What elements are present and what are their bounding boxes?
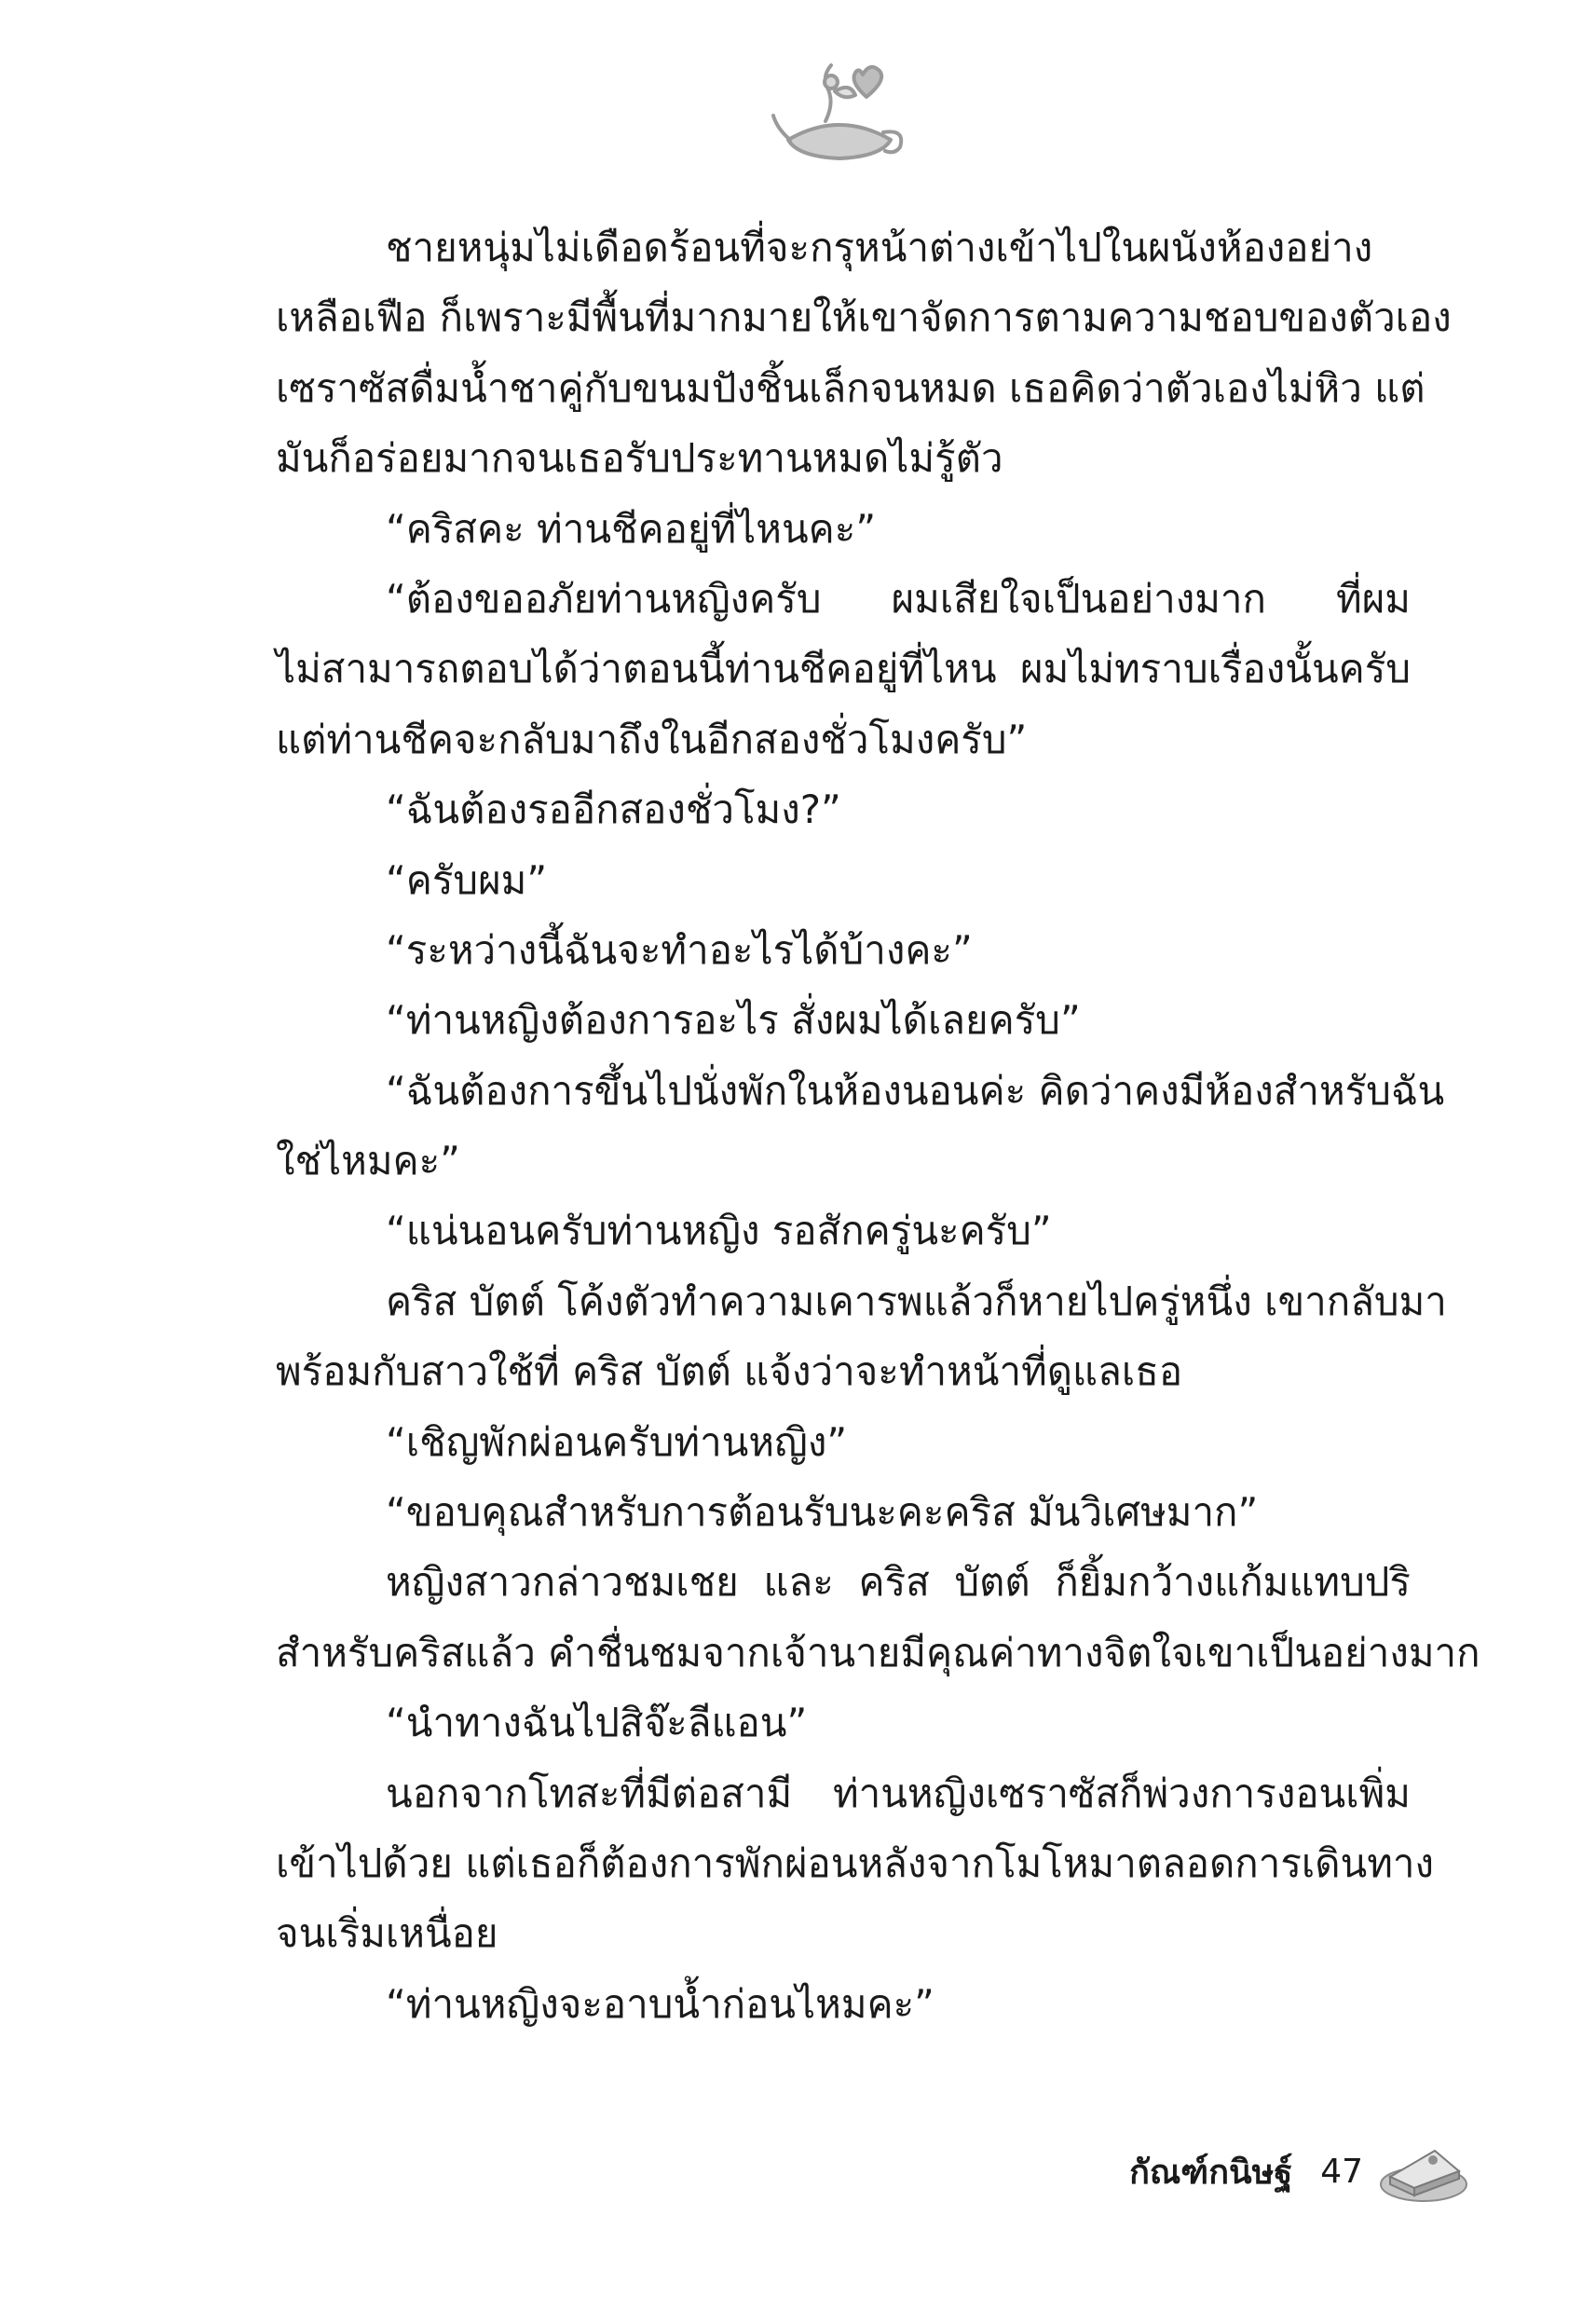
page-footer bbox=[1129, 2143, 1363, 2199]
cake-slice-icon bbox=[1377, 2130, 1470, 2205]
text-line: ใช่ไหมคะ” bbox=[276, 1138, 460, 1184]
text-line: เหลือเฟือ ก็เพราะมีพื้นที่มากมายให้เขาจัดการตามความชอบของตัวเอง bbox=[276, 294, 1452, 341]
text-line: “ครับผม” bbox=[386, 856, 548, 903]
text-line: “ท่านหญิงจะอาบน้ำก่อนไหมคะ” bbox=[386, 1980, 934, 2027]
text-line: เซราซัสดื่มน้ำชาคู่กับขนมปังชิ้นเล็กจนหมด เธอคิดว่าตัวเองไม่หิว แต่ bbox=[276, 364, 1425, 411]
text-line: ไม่สามารถตอบได้ว่าตอนนี้ท่านชีคอยู่ที่ไหน ผมไม่ทราบเรื่องนั้นครับ bbox=[276, 646, 1411, 692]
text-line: นอกจากโทสะที่มีต่อสามี ท่านหญิงเซราซัสก็พ่วงการงอนเพิ่ม bbox=[386, 1770, 1411, 1816]
book-title: กัณฑ์กนิษฐ์ bbox=[1129, 2153, 1293, 2192]
text-line: “ระหว่างนี้ฉันจะทำอะไรได้บ้างคะ” bbox=[386, 926, 973, 973]
text-line: แต่ท่านชีคจะกลับมาถึงในอีกสองชั่วโมงครับ” bbox=[276, 716, 1028, 762]
page-number: 47 bbox=[1320, 2152, 1363, 2191]
text-line: เข้าไปด้วย แต่เธอก็ต้องการพักผ่อนหลังจากโมโหมาตลอดการเดินทาง bbox=[276, 1839, 1434, 1886]
text-line: “ฉันต้องการขึ้นไปนั่งพักในห้องนอนค่ะ คิดว่าคงมีห้องสำหรับฉัน bbox=[386, 1067, 1445, 1114]
text-line: “ต้องขออภัยท่านหญิงครับ ผมเสียใจเป็นอย่างมาก ที่ผม bbox=[386, 575, 1411, 622]
text-line: “ฉันต้องรออีกสองชั่วโมง?” bbox=[386, 786, 841, 833]
text-line: จนเริ่มเหนื่อย bbox=[276, 1910, 498, 1957]
text-line: “นำทางฉันไปสิจ๊ะลีแอน” bbox=[386, 1700, 808, 1746]
text-line: “คริสคะ ท่านชีคอยู่ที่ไหนคะ” bbox=[386, 505, 877, 552]
text-line: มันก็อร่อยมากจนเธอรับประทานหมดไม่รู้ตัว bbox=[276, 435, 1003, 482]
text-line: คริส บัตต์ โค้งตัวทำความเคารพแล้วก็หายไปครู่หนึ่ง เขากลับมา bbox=[386, 1278, 1447, 1324]
text-line: หญิงสาวกล่าวชมเชย และ คริส บัตต์ ก็ยิ้มกว้างแก้มแทบปริ bbox=[386, 1559, 1411, 1606]
text-line: สำหรับคริสแล้ว คำชื่นชมจากเจ้านายมีคุณค่าทางจิตใจเขาเป็นอย่างมาก bbox=[276, 1629, 1480, 1675]
body-text bbox=[276, 212, 1480, 2039]
text-line: “แน่นอนครับท่านหญิง รอสักครู่นะครับ” bbox=[386, 1208, 1052, 1254]
text-line: พร้อมกับสาวใช้ที่ คริส บัตต์ แจ้งว่าจะทำหน้าที่ดูแลเธอ bbox=[276, 1348, 1183, 1395]
text-line: “เชิญพักผ่อนครับท่านหญิง” bbox=[386, 1418, 848, 1465]
text-line: “ท่านหญิงต้องการอะไร สั่งผมได้เลยครับ” bbox=[386, 997, 1081, 1044]
text-line: ชายหนุ่มไม่เดือดร้อนที่จะกรุหน้าต่างเข้าไปในผนังห้องอย่าง bbox=[386, 225, 1373, 270]
teapot-cupid-ornament-icon bbox=[770, 54, 909, 166]
text-line: “ขอบคุณสำหรับการต้อนรับนะคะคริส มันวิเศษมาก” bbox=[386, 1489, 1259, 1536]
